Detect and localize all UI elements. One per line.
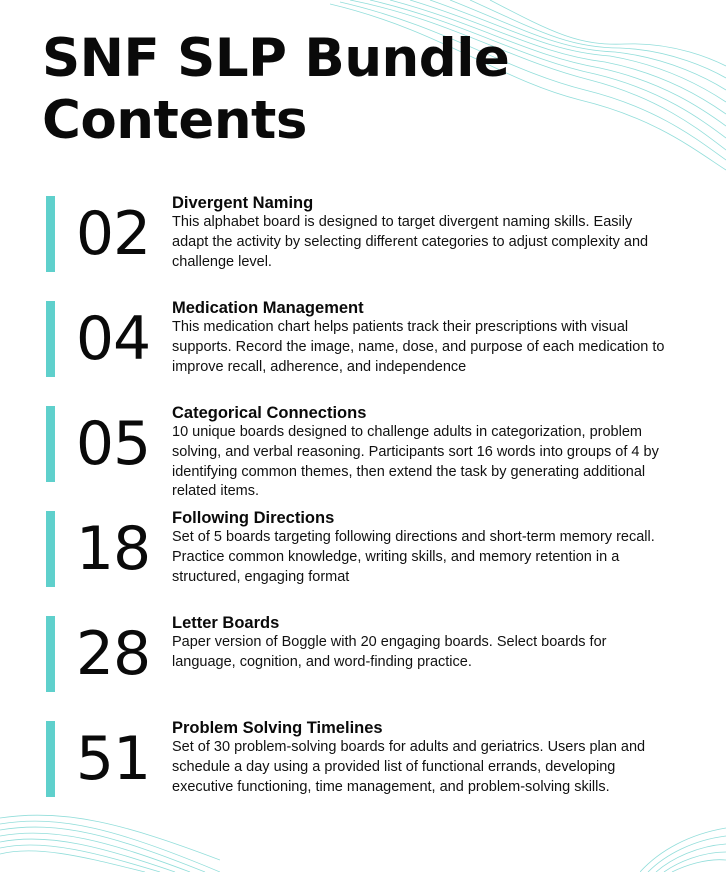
accent-bar: [46, 301, 55, 377]
bundle-item: [0, 301, 726, 401]
accent-bar: [46, 511, 55, 587]
item-heading: Letter Boards: [172, 614, 280, 632]
item-description: Paper version of Boggle with 20 engaging boards. Select boards for language, cognition, and word-finding practice.: [172, 634, 607, 670]
bundle-item: [0, 196, 726, 296]
page-title-line-2: Contents: [42, 90, 307, 151]
accent-bar: [46, 196, 55, 272]
page-title-line-1: SNF SLP Bundle: [42, 28, 510, 89]
accent-bar: [46, 406, 55, 482]
item-description: This alphabet board is designed to target divergent naming skills. Easily adapt the activity by selecting different categories to adjust complexity and challenge level.: [172, 214, 649, 270]
accent-bar: [46, 616, 55, 692]
item-number: 18: [75, 514, 151, 584]
accent-bar: [46, 721, 55, 797]
item-heading: Categorical Connections: [172, 404, 367, 422]
bundle-item: [0, 721, 726, 821]
item-description: Set of 30 problem-solving boards for adults and geriatrics. Users plan and schedule a day using a provided list of functional errands, developing executive functioning, time management, and problem-solving skills.: [172, 739, 646, 795]
bundle-item: [0, 616, 726, 716]
item-number: 04: [75, 304, 151, 374]
item-heading: Following Directions: [172, 509, 335, 527]
bundle-item: [0, 511, 726, 611]
item-number: 05: [75, 409, 151, 479]
item-heading: Divergent Naming: [172, 194, 314, 212]
item-heading: Problem Solving Timelines: [172, 719, 383, 737]
page-title: [42, 28, 509, 152]
item-description: This medication chart helps patients track their prescriptions with visual supports. Record the image, name, dose, and purpose of each medication to improve recall, adherence, and independence: [172, 319, 665, 375]
item-number: 02: [75, 199, 151, 269]
item-number: 28: [75, 619, 151, 689]
bundle-item: [0, 406, 726, 506]
item-description: 10 unique boards designed to challenge adults in categorization, problem solving, and verbal reasoning. Participants sort 16 words into groups of 4 by identifying common themes, then extend the task by generating additional related items.: [172, 424, 659, 500]
decorative-waves-bottom-right: [640, 820, 726, 872]
item-number: 51: [75, 724, 151, 794]
item-description: Set of 5 boards targeting following directions and short-term memory recall. Practice common knowledge, writing skills, and memory retention in a structured, engaging format: [172, 529, 655, 585]
item-heading: Medication Management: [172, 299, 364, 317]
